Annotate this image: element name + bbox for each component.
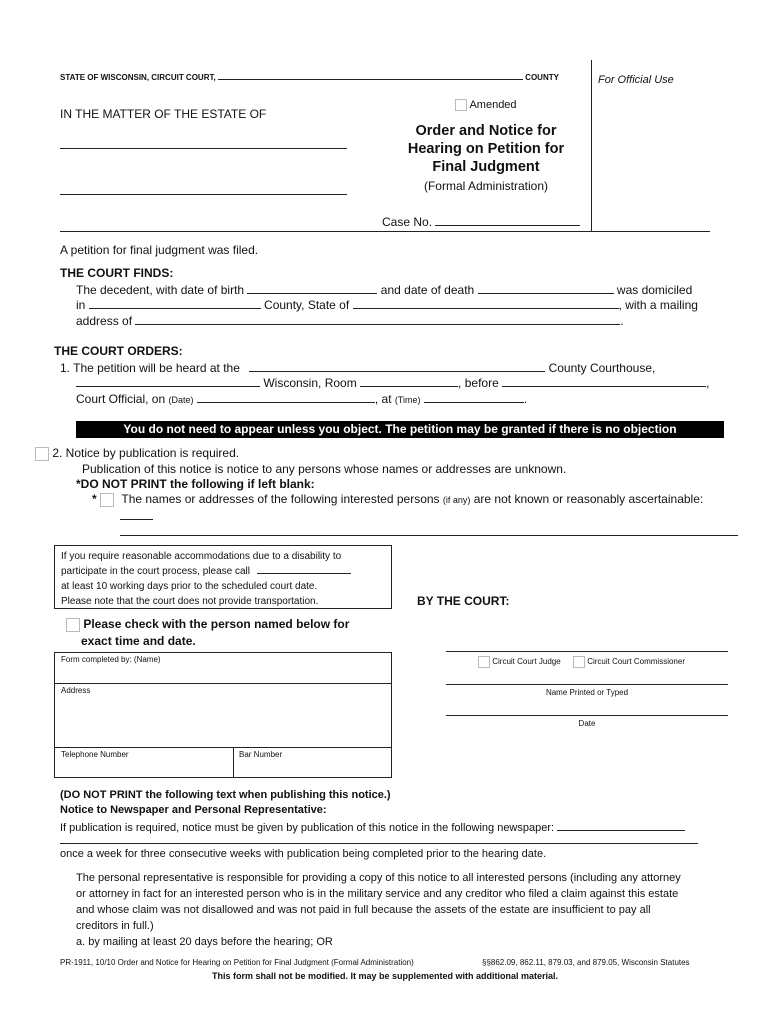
name-printed-line[interactable] bbox=[446, 684, 728, 685]
hearing-date-field[interactable] bbox=[197, 391, 375, 403]
newspaper-field-2[interactable] bbox=[60, 843, 698, 844]
petition-filed-text: A petition for final judgment was filed. bbox=[60, 243, 259, 257]
court-line-text: STATE OF WISCONSIN, CIRCUIT COURT, bbox=[60, 73, 216, 82]
judge-options bbox=[478, 656, 685, 668]
accommodation-call-label: participate in the court process, please call bbox=[61, 566, 250, 577]
personal-rep-line-2: or attorney in fact for an interested person who is in the military service and any creditor who filed a claim against this estate bbox=[76, 888, 679, 900]
title-line-3: Final Judgment bbox=[432, 159, 540, 175]
completed-by-label: Form completed by: (Name) bbox=[61, 655, 161, 664]
header-divider bbox=[60, 231, 710, 232]
official-use-label: For Official Use bbox=[598, 74, 674, 86]
amended-label: Amended bbox=[469, 99, 517, 111]
finds-line-1 bbox=[76, 282, 692, 297]
courthouse-address-field[interactable] bbox=[76, 375, 260, 387]
mailing-address-field[interactable] bbox=[135, 313, 620, 325]
court-official-on-label: Court Official, on bbox=[76, 392, 166, 406]
accommodation-box bbox=[54, 545, 392, 609]
hearing-time-field[interactable] bbox=[424, 391, 524, 403]
unknown-persons-line bbox=[92, 492, 703, 507]
finds-line-2 bbox=[76, 297, 698, 312]
form-subtitle: (Formal Administration) bbox=[423, 179, 549, 193]
personal-rep-line-1: The personal representative is responsible for providing a copy of this notice to all interested persons (including any attorney bbox=[76, 872, 681, 884]
estate-name-line-1[interactable] bbox=[60, 148, 347, 149]
newspaper-field[interactable] bbox=[557, 819, 685, 831]
accommodation-line-1: If you require reasonable accommodations due to a disability to bbox=[61, 551, 342, 562]
contact-divider-3 bbox=[233, 748, 234, 778]
court-finds-heading: THE COURT FINDS: bbox=[60, 266, 174, 280]
telephone-label: Telephone Number bbox=[61, 750, 129, 759]
bar-number-label: Bar Number bbox=[239, 750, 283, 759]
in-label: in bbox=[76, 298, 86, 312]
asterisk: * bbox=[92, 492, 97, 506]
hearing-location-label: 1. The petition will be heard at the bbox=[60, 361, 240, 375]
check-person-line-2: exact time and date. bbox=[81, 634, 196, 648]
dob-label: The decedent, with date of birth bbox=[76, 283, 245, 297]
accommodation-phone-field[interactable] bbox=[257, 564, 351, 574]
state-label: County, State of bbox=[264, 298, 350, 312]
do-not-print-note: *DO NOT PRINT the following if left blank: bbox=[76, 477, 315, 491]
courthouse-label: County Courthouse, bbox=[548, 361, 656, 375]
unknown-persons-checkbox[interactable] bbox=[100, 493, 114, 507]
case-number-field[interactable] bbox=[435, 214, 580, 226]
amended-checkbox[interactable] bbox=[455, 99, 467, 111]
publication-required-label: 2. Notice by publication is required. bbox=[52, 446, 240, 460]
accommodation-line-2 bbox=[61, 564, 385, 579]
unknown-persons-field-2[interactable] bbox=[120, 535, 738, 536]
signature-date-label: Date bbox=[578, 719, 596, 728]
personal-rep-paragraph bbox=[76, 870, 681, 950]
publication-required-checkbox[interactable] bbox=[35, 447, 49, 461]
dob-field[interactable] bbox=[247, 282, 377, 294]
no-appearance-banner: You do not need to appear unless you object. The petition may be granted if there is no objection bbox=[76, 421, 724, 438]
by-the-court-label: BY THE COURT: bbox=[417, 594, 510, 608]
domicile-county-field[interactable] bbox=[89, 297, 261, 309]
footer-form-id: PR-1911, 10/10 Order and Notice for Hearing on Petition for Final Judgment (Formal Administration) bbox=[60, 958, 414, 967]
publication-description: Publication of this notice is notice to any persons whose names or addresses are unknown. bbox=[82, 462, 567, 476]
contact-table bbox=[54, 652, 392, 778]
address-period: . bbox=[620, 314, 624, 328]
check-person-notice bbox=[66, 616, 349, 650]
check-person-line-1: Please check with the person named below for bbox=[83, 617, 350, 631]
contact-divider-2 bbox=[55, 747, 391, 748]
before-label: , before bbox=[458, 376, 499, 390]
domicile-state-field[interactable] bbox=[353, 297, 619, 309]
address-label: Address bbox=[61, 686, 91, 695]
newspaper-line bbox=[60, 819, 685, 834]
court-official-field[interactable] bbox=[502, 375, 706, 387]
if-any-hint: (if any) bbox=[442, 495, 471, 505]
case-number bbox=[382, 214, 580, 229]
title-line-1: Order and Notice for bbox=[415, 123, 557, 139]
mailing-option-a: a. by mailing at least 20 days before the hearing; OR bbox=[76, 936, 333, 948]
room-field[interactable] bbox=[360, 375, 458, 387]
do-not-print-publishing: (DO NOT PRINT the following text when publishing this notice.) bbox=[60, 789, 391, 801]
county-label: COUNTY bbox=[525, 73, 559, 82]
time-hint: (Time) bbox=[394, 395, 421, 405]
unknown-persons-field-1[interactable] bbox=[120, 519, 153, 520]
title-line-2: Hearing on Petition for bbox=[407, 141, 565, 157]
accommodation-line-3: at least 10 working days prior to the scheduled court date. bbox=[61, 581, 318, 592]
time-period: . bbox=[523, 392, 528, 406]
official-comma: , bbox=[706, 376, 710, 390]
dod-field[interactable] bbox=[478, 282, 614, 294]
address-of-label: address of bbox=[76, 314, 133, 328]
estate-name-line-2[interactable] bbox=[60, 194, 347, 195]
unknown-persons-label: The names or addresses of the following interested persons bbox=[121, 492, 440, 506]
court-label bbox=[60, 72, 559, 82]
contact-divider-1 bbox=[55, 683, 391, 684]
commissioner-label: Circuit Court Commissioner bbox=[587, 657, 685, 667]
domiciled-label: was domiciled bbox=[616, 283, 693, 297]
orders-line-2 bbox=[76, 375, 709, 390]
court-name-field[interactable] bbox=[218, 72, 523, 80]
amended-option bbox=[455, 99, 517, 111]
orders-line-3 bbox=[76, 391, 527, 406]
newspaper-notice-heading: Notice to Newspaper and Personal Representative: bbox=[60, 804, 327, 816]
newspaper-required-text: If publication is required, notice must be given by publication of this notice in the following newspaper: bbox=[60, 822, 555, 834]
orders-line-1 bbox=[60, 360, 655, 375]
estate-matter-label: IN THE MATTER OF THE ESTATE OF bbox=[60, 107, 267, 121]
personal-rep-line-3: and whose claim was not disallowed and was not paid in full because the assets of the estate are insufficient to pay all bbox=[76, 904, 651, 916]
personal-rep-line-4: creditors in full.) bbox=[76, 920, 154, 932]
finds-line-3 bbox=[76, 313, 624, 328]
wisconsin-room-label: Wisconsin, Room bbox=[263, 376, 357, 390]
weekly-publication-text: once a week for three consecutive weeks with publication being completed prior to the hearing date. bbox=[60, 848, 547, 860]
mailing-label: , with a mailing bbox=[618, 298, 698, 312]
commissioner-checkbox[interactable] bbox=[573, 656, 585, 668]
unknown-persons-label-end: are not known or reasonably ascertainable: bbox=[473, 492, 704, 506]
form-title bbox=[380, 122, 592, 176]
publication-required-option bbox=[35, 446, 239, 461]
court-orders-heading: THE COURT ORDERS: bbox=[54, 344, 183, 358]
name-printed-label: Name Printed or Typed bbox=[545, 688, 629, 697]
judge-checkbox[interactable] bbox=[478, 656, 490, 668]
at-label: , at bbox=[374, 392, 392, 406]
footer-modification-notice: This form shall not be modified. It may be supplemented with additional material. bbox=[211, 971, 559, 981]
judge-signature-line[interactable] bbox=[446, 651, 728, 652]
signature-date-line[interactable] bbox=[446, 715, 728, 716]
judge-label: Circuit Court Judge bbox=[492, 657, 561, 667]
accommodation-line-4: Please note that the court does not provide transportation. bbox=[61, 596, 319, 607]
date-hint: (Date) bbox=[168, 395, 194, 405]
check-person-checkbox[interactable] bbox=[66, 618, 80, 632]
dod-label: and date of death bbox=[380, 283, 475, 297]
case-no-label: Case No. bbox=[382, 215, 433, 229]
courthouse-county-field[interactable] bbox=[249, 360, 545, 372]
footer-statutes: §§862.09, 862.11, 879.03, and 879.05, Wisconsin Statutes bbox=[482, 958, 690, 967]
